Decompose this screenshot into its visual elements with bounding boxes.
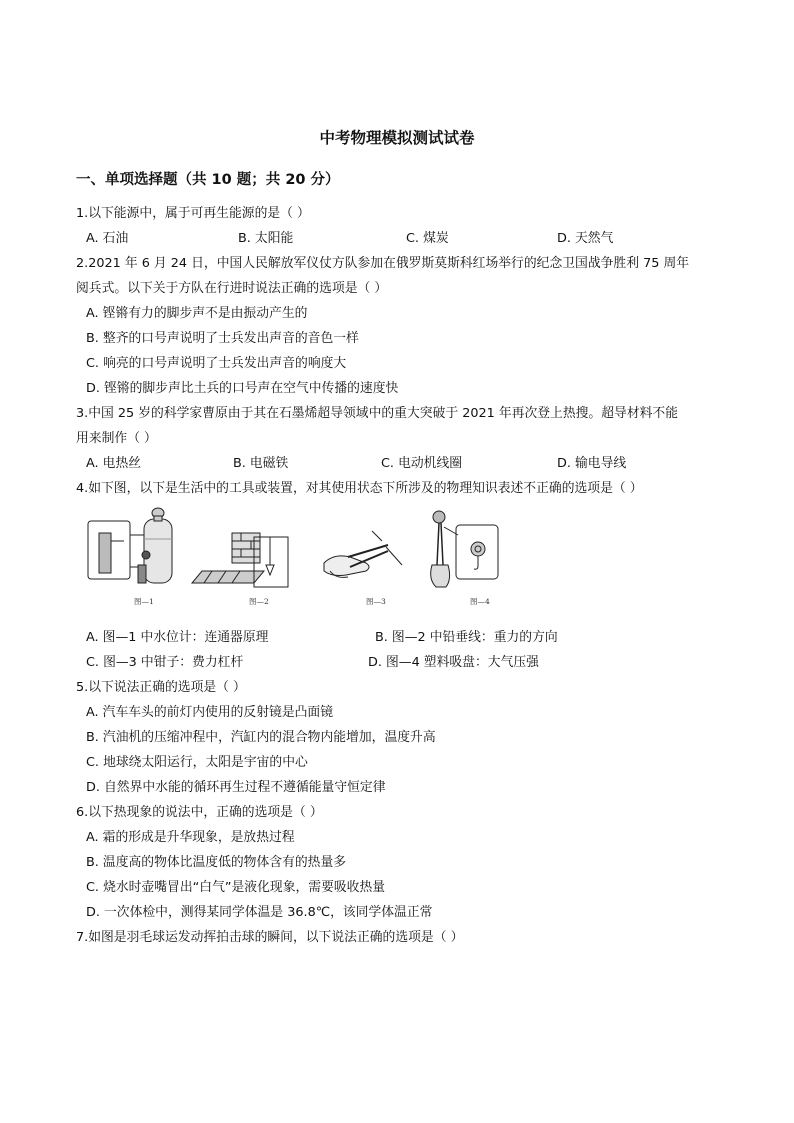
question-1-option-b: B. 太阳能 xyxy=(238,231,294,246)
water-level-gauge-figure xyxy=(88,508,172,583)
question-5-option-c: C. 地球绕太阳运行，太阳是宇宙的中心 xyxy=(86,755,308,770)
question-3-stem-line-1: 3.中国 25 岁的科学家曹原由于其在石墨烯超导领域中的重大突破于 2021 年再次登上热搜。超导材料不能 xyxy=(76,406,679,421)
figure-3-caption: 图—3 xyxy=(366,597,386,606)
question-2-option-c: C. 响亮的口号声说明了士兵发出声音的响度大 xyxy=(86,356,347,371)
question-1-option-d: D. 天然气 xyxy=(557,231,614,246)
question-5-option-b: B. 汽油机的压缩冲程中，汽缸内的混合物内能增加，温度升高 xyxy=(86,730,436,745)
question-2-stem-line-2: 阅兵式。以下关于方队在行进时说法正确的选项是（ ） xyxy=(76,281,388,296)
question-6-option-c: C. 烧水时壶嘴冒出“白气”是液化现象，需要吸收热量 xyxy=(86,880,386,895)
question-6-stem: 6.以下热现象的说法中，正确的选项是（ ） xyxy=(76,805,323,820)
question-3-option-c: C. 电动机线圈 xyxy=(381,456,463,471)
question-6-option-d: D. 一次体检中，测得某同学体温是 36.8℃，该同学体温正常 xyxy=(86,905,433,920)
question-1-option-a: A. 石油 xyxy=(86,231,129,246)
question-4-option-d: D. 图—4 塑料吸盘：大气压强 xyxy=(368,655,539,670)
question-2-option-b: B. 整齐的口号声说明了士兵发出声音的音色一样 xyxy=(86,331,359,346)
question-6-option-a: A. 霜的形成是升华现象，是放热过程 xyxy=(86,830,295,845)
page-title: 中考物理模拟测试试卷 xyxy=(319,128,475,147)
question-3-option-a: A. 电热丝 xyxy=(86,456,142,471)
question-1-option-c: C. 煤炭 xyxy=(406,231,449,246)
question-2-stem-line-1: 2.2021 年 6 月 24 日，中国人民解放军仪仗方队参加在俄罗斯莫斯科红场举行的纪念卫国战争胜利 75 周年 xyxy=(76,256,690,271)
question-4-option-c: C. 图—3 中钳子：费力杠杆 xyxy=(86,655,244,670)
question-4-option-b: B. 图—2 中铅垂线：重力的方向 xyxy=(375,630,558,645)
question-3-option-b: B. 电磁铁 xyxy=(233,456,289,471)
question-5-option-a: A. 汽车车头的前灯内使用的反射镜是凸面镜 xyxy=(86,705,334,720)
question-3-stem-line-2: 用来制作（ ） xyxy=(76,431,157,446)
suction-cup-figure xyxy=(431,511,498,587)
question-4-stem: 4.如下图，以下是生活中的工具或装置，对其使用状态下所涉及的物理知识表述不正确的选项是（ ） xyxy=(76,481,643,496)
question-5-stem: 5.以下说法正确的选项是（ ） xyxy=(76,680,246,695)
question-6-option-b: B. 温度高的物体比温度低的物体含有的热量多 xyxy=(86,855,347,870)
figure-1-caption: 图—1 xyxy=(134,597,154,606)
question-1-stem: 1.以下能源中，属于可再生能源的是（ ） xyxy=(76,206,310,221)
question-5-option-d: D. 自然界中水能的循环再生过程不遵循能量守恒定律 xyxy=(86,780,386,795)
figure-4-caption: 图—4 xyxy=(470,597,490,606)
question-4-figures xyxy=(86,505,526,610)
figure-2-caption: 图—2 xyxy=(249,597,269,606)
question-3-option-d: D. 输电导线 xyxy=(557,456,627,471)
question-7-stem: 7.如图是羽毛球运发动挥拍击球的瞬间，以下说法正确的选项是（ ） xyxy=(76,930,464,945)
pliers-figure xyxy=(324,531,402,577)
section-heading: 一、单项选择题（共 10 题；共 20 分） xyxy=(76,172,340,188)
question-4-option-a: A. 图—1 中水位计：连通器原理 xyxy=(86,630,269,645)
question-2-option-d: D. 铿锵的脚步声比土兵的口号声在空气中传播的速度快 xyxy=(86,381,399,396)
figures-illustration xyxy=(86,505,526,610)
plumb-line-figure xyxy=(192,533,288,587)
question-2-option-a: A. 铿锵有力的脚步声不是由振动产生的 xyxy=(86,306,308,321)
